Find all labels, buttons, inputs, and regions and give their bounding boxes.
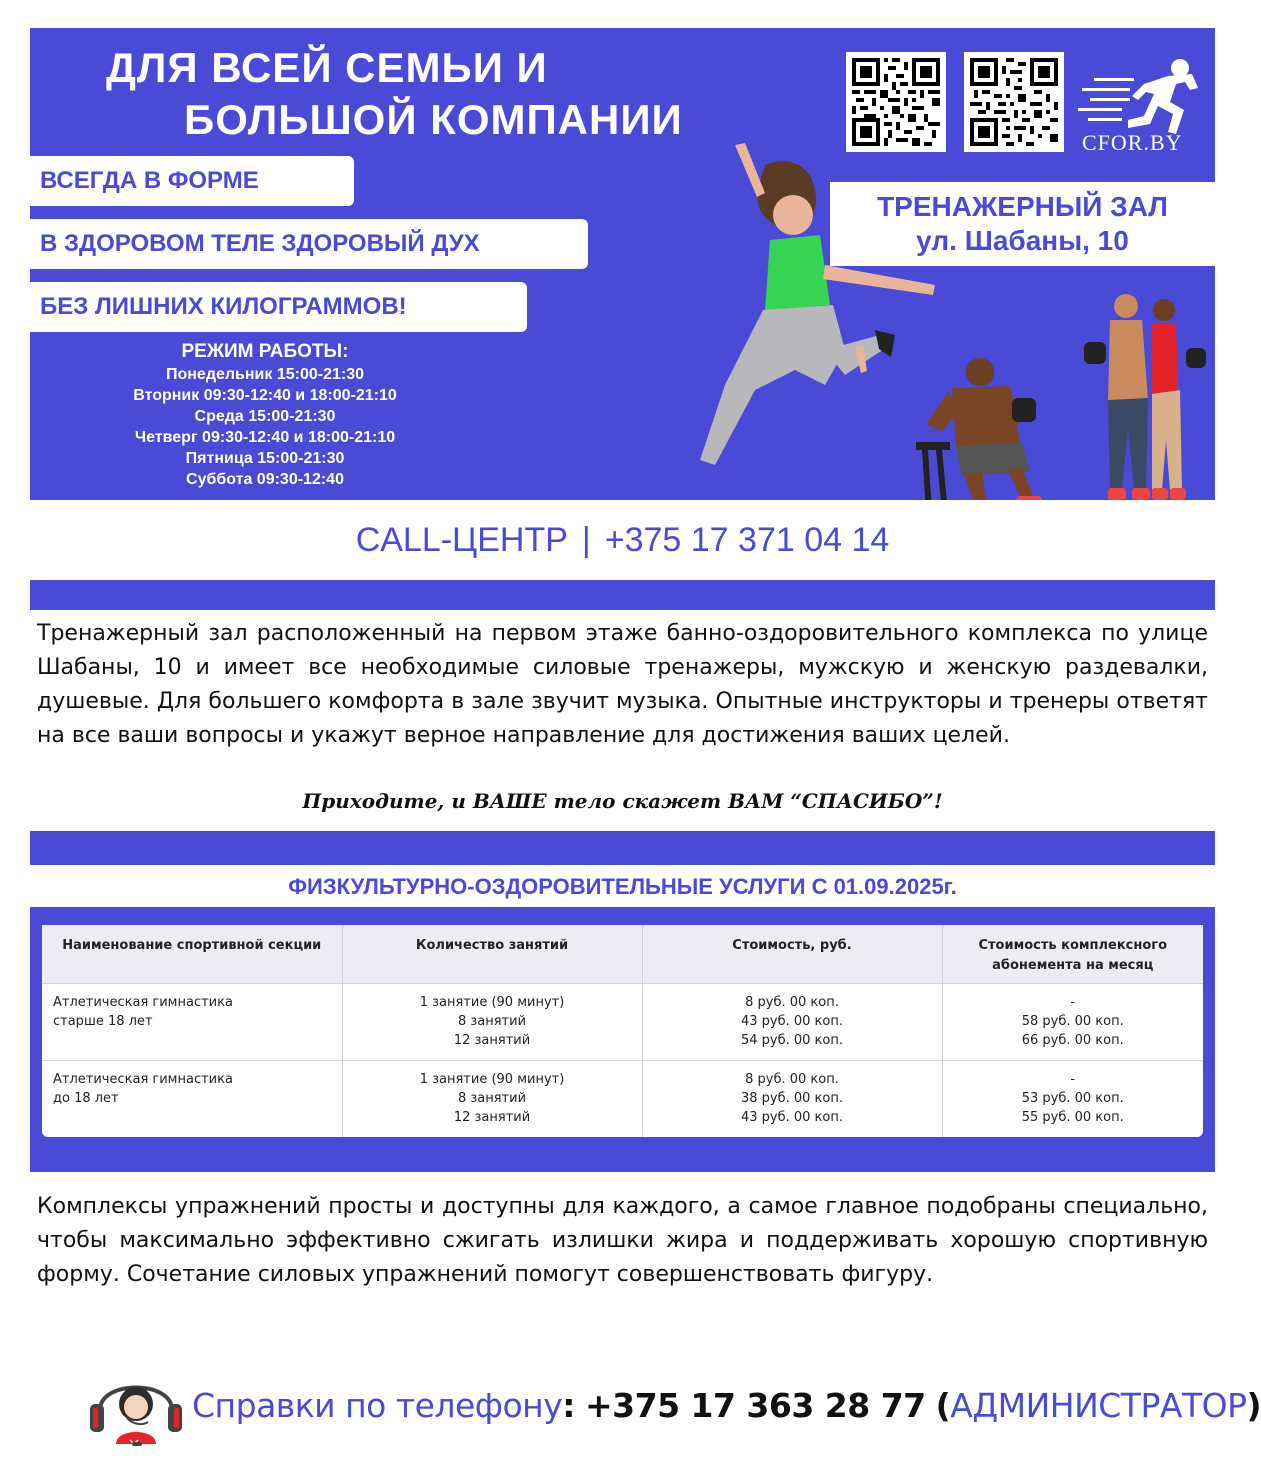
schedule-title: РЕЖИМ РАБОТЫ: — [181, 341, 349, 362]
schedule-row: Суббота 09:30-12:40 — [186, 471, 344, 488]
table-header-row — [42, 925, 1203, 983]
closing-paragraph: Комплексы упражнений просты и доступны для каждого, а самое главное подобраны специально, чтобы максимально эффективно сжигать излишки жира и поддерживать хорошую спортивную форму. Сочетание силовых упражнений помогут совершенствовать фигуру. — [37, 1194, 1208, 1287]
motto: Приходите, и ВАШЕ тело скажет ВАМ “СПАСИБО”! — [302, 789, 943, 813]
operator-headset-icon — [86, 1370, 186, 1446]
bodybuilder-bench-image — [912, 352, 1062, 520]
column-header: Стоимость, руб. — [642, 925, 942, 983]
schedule-row: Четверг 09:30-12:40 и 18:00-21:10 — [134, 429, 396, 446]
footer-colon: : — [562, 1386, 575, 1425]
fitness-couple-image — [1082, 290, 1217, 515]
column-header: Количество занятий — [342, 925, 642, 983]
headline — [106, 42, 746, 146]
table-row — [42, 983, 1203, 1060]
slogan-pill-2: В ЗДОРОВОМ ТЕЛЕ ЗДОРОВЫЙ ДУХ — [30, 219, 588, 269]
qr-code-icon[interactable] — [964, 52, 1064, 152]
services-table — [42, 925, 1203, 1137]
schedule-row: Вторник 09:30-12:40 и 18:00-21:10 — [133, 387, 397, 404]
column-header: Стоимость комплексного абонемента на месяц — [942, 925, 1203, 983]
monthly-price-cell: - 58 руб. 00 коп. 66 руб. 00 коп. — [942, 983, 1203, 1060]
services-title: ФИЗКУЛЬТУРНО-ОЗДОРОВИТЕЛЬНЫЕ УСЛУГИ С 01.09.2025г. — [30, 865, 1215, 907]
description-paragraph: Тренажерный зал расположенный на первом этаже банно-оздоровительного комплекса по улице Шабаны, 10 и имеет все необходимые силовые тренажеры, мужскую и женскую раздевалки, душевые. Для большего комфорта в зале звучит музыка. Опытные инструкторы и тренеры ответят на все ваши вопросы и укажут верное направление для достижения ваших целей. — [37, 621, 1208, 748]
call-center-separator: | — [581, 521, 591, 559]
slogan-pill-3: БЕЗ ЛИШНИХ КИЛОГРАММОВ! — [30, 282, 527, 332]
sessions-cell: 1 занятие (90 минут) 8 занятий 12 занятий — [342, 1060, 642, 1137]
call-center-phone[interactable]: +375 17 371 04 14 — [604, 521, 890, 559]
table-row — [42, 1060, 1203, 1137]
footer-phone[interactable]: +375 17 363 28 77 — [585, 1386, 926, 1425]
gym-title: ТРЕНАЖЕРНЫЙ ЗАЛ — [877, 191, 1168, 222]
schedule-row: Понедельник 15:00-21:30 — [165, 366, 364, 383]
footer-role: АДМИНИСТРАТОР — [950, 1386, 1247, 1425]
gym-address: ул. Шабаны, 10 — [916, 225, 1129, 256]
footer-text — [192, 1386, 1261, 1425]
divider-bar — [30, 580, 1215, 610]
footer-label: Справки по телефону — [192, 1386, 563, 1425]
sessions-cell: 1 занятие (90 минут) 8 занятий 12 занятий — [342, 983, 642, 1060]
column-header: Наименование спортивной секции — [42, 925, 342, 983]
call-center-label: CALL-ЦЕНТР — [355, 521, 568, 559]
monthly-price-cell: - 53 руб. 00 коп. 55 руб. 00 коп. — [1021, 1071, 1124, 1125]
headline-line-1: ДЛЯ ВСЕЙ СЕМЬИ И — [106, 44, 548, 91]
schedule-row: Среда 15:00-21:30 — [194, 408, 336, 425]
section-name-cell: Атлетическая гимнастика старше 18 лет — [42, 983, 342, 1060]
logo-text: CFOR.BY — [1082, 130, 1183, 155]
footer-contact — [86, 1372, 1261, 1442]
schedule-row: Пятница 15:00-21:30 — [185, 450, 345, 467]
schedule — [70, 340, 460, 490]
section-name-cell: Атлетическая гимнастика до 18 лет — [42, 1060, 342, 1137]
divider-bar — [30, 831, 1215, 865]
call-center — [30, 500, 1215, 580]
price-cell: 8 руб. 00 коп. 43 руб. 00 коп. 54 руб. 00 коп. — [642, 983, 942, 1060]
price-cell: 8 руб. 00 коп. 38 руб. 00 коп. 43 руб. 00 коп. — [642, 1060, 942, 1137]
footer-paren-close: ) — [1246, 1386, 1261, 1425]
headline-line-2: БОЛЬШОЙ КОМПАНИИ — [184, 96, 683, 143]
footer-paren-open: ( — [935, 1386, 951, 1425]
slogan-pill-1: ВСЕГДА В ФОРМЕ — [30, 156, 354, 206]
